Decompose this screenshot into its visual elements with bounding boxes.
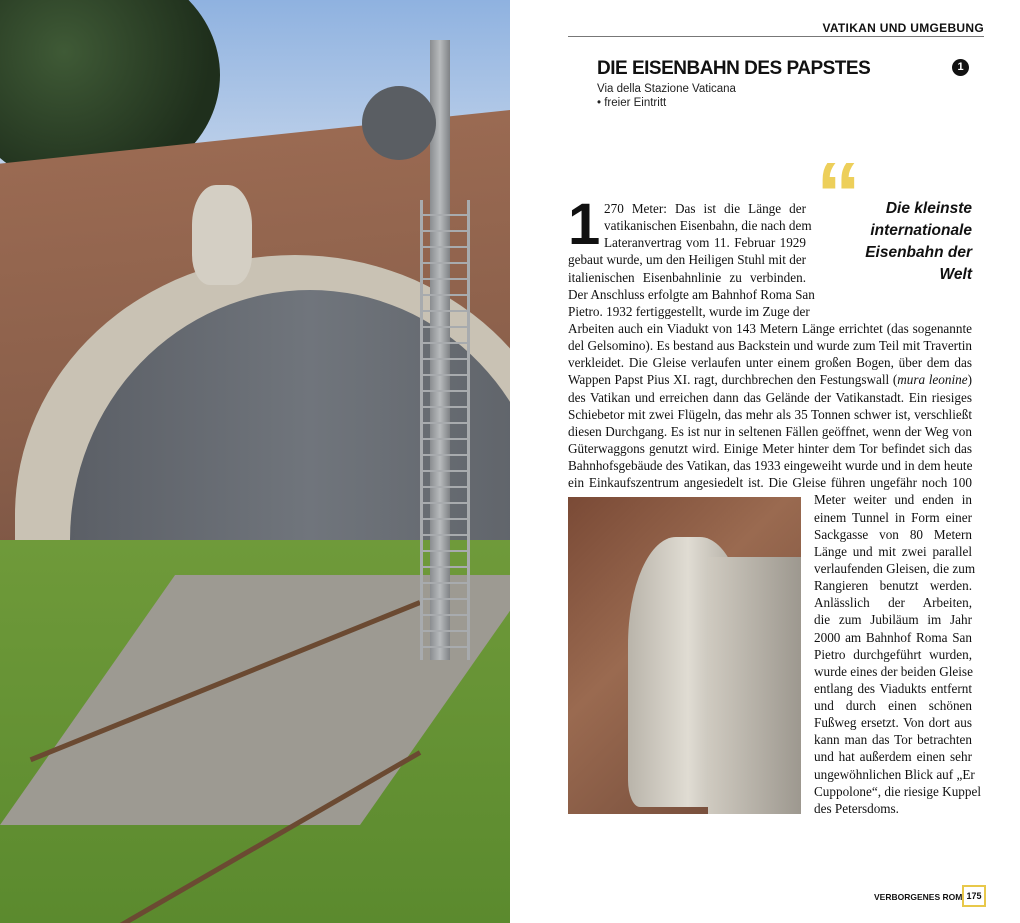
body-line: Sackgasse von 80 Metern: [814, 526, 972, 542]
quote-mark-icon: “: [816, 145, 861, 245]
coat-of-arms-photo: [568, 497, 801, 814]
body-line: entlang des Viadukts entfernt: [814, 680, 972, 696]
section-header: VATIKAN UND UMGEBUNG: [822, 21, 984, 35]
admission-info: • freier Eintritt: [597, 97, 667, 109]
body-line: Anlässlich der Arbeiten,: [814, 595, 972, 611]
body-line: Bahnhofsgebäude des Vatikan, das 1933 eingeweiht wurde und in dem heute: [568, 458, 973, 474]
body-line: Der Anschluss erfolgte am Bahnhof Roma San: [568, 286, 815, 302]
body-line: und hat außerdem einen sehr: [814, 749, 972, 765]
body-line: diesen Durchgang. Es ist nur in seltenen Fällen geöffnet, wenn der Weg von: [568, 423, 972, 439]
body-line: 2000 am Bahnhof Roma San: [814, 629, 972, 645]
header-divider: [568, 36, 984, 37]
body-line: verkleidet. Die Gleise verlaufen unter einem großen Bogen, über dem das: [568, 355, 972, 371]
address: Via della Stazione Vaticana: [597, 83, 736, 95]
body-line: Arbeiten auch ein Viadukt von 143 Metern Länge errichtet (das sogenannte: [568, 320, 972, 336]
body-line: die zum Jubiläum im Jahr: [814, 612, 972, 628]
body-line: del Gelsomino). Es bestand aus Backstein und wurde zum Teil mit Travertin: [568, 338, 972, 354]
pull-quote: Die kleinste internationale Eisenbahn der Welt: [865, 200, 972, 283]
body-line: Lateranvertrag vom 11. Februar 1929: [604, 235, 806, 251]
body-line: gebaut wurde, um den Heiligen Stuhl mit der: [568, 252, 807, 268]
body-line: einem Tunnel in Form einer: [814, 509, 972, 525]
body-line: Wappen Papst Pius XI. ragt, durchbrechen den Festungswall (mura leonine): [568, 372, 972, 388]
article-title: DIE EISENBAHN DES PAPSTES: [597, 58, 871, 79]
body-line: ein Einkaufszentrum angesiedelt ist. Die Gleise führen ungefähr noch 100: [568, 475, 972, 491]
body-line: Güterwaggons genutzt wird. Einige Meter hinter dem Tor befindet sich das: [568, 440, 972, 456]
location-number-badge: 1: [952, 59, 969, 76]
body-line: vatikanischen Eisenbahn, die nach dem: [604, 218, 812, 234]
body-line: italienischen Eisenbahnlinie zu verbinden.: [568, 269, 806, 285]
body-line: 270 Meter: Das ist die Länge der: [604, 201, 806, 216]
body-line: Pietro. 1932 fertiggestellt, wurde im Zuge der: [568, 303, 810, 319]
body-line: ungewöhnlichen Blick auf „Er: [814, 766, 975, 782]
body-line: wurde eines der beiden Gleise: [814, 663, 973, 679]
body-line: Meter weiter und enden in: [814, 492, 972, 508]
body-line: kann man das Tor betrachten: [814, 732, 972, 748]
body-line: des Vatikan und erreichen dann das Gelände der Vatikanstadt. Ein riesiges: [568, 389, 972, 405]
body-line: Länge und mit zwei parallel: [814, 543, 972, 559]
drop-cap: 1: [568, 192, 601, 257]
body-line: Rangieren benutzt werden.: [814, 578, 972, 594]
page-number: 175: [962, 885, 986, 907]
body-line: Fußweg ersetzt. Von dort aus: [814, 715, 972, 731]
body-line: und durch einen schönen: [814, 698, 972, 714]
body-line: des Petersdoms.: [814, 800, 899, 816]
body-line: Schiebetor mit zwei Flügeln, das mehr als 35 Tonnen schwer ist, verschließt: [568, 406, 972, 422]
body-line: verlaufenden Gleisen, die zum: [814, 560, 976, 576]
body-line: Pietro durchgeführt wurden,: [814, 646, 972, 662]
book-title-footer: VERBORGENES ROM: [874, 892, 963, 902]
body-line: Cuppolone“, die riesige Kuppel: [814, 783, 982, 799]
